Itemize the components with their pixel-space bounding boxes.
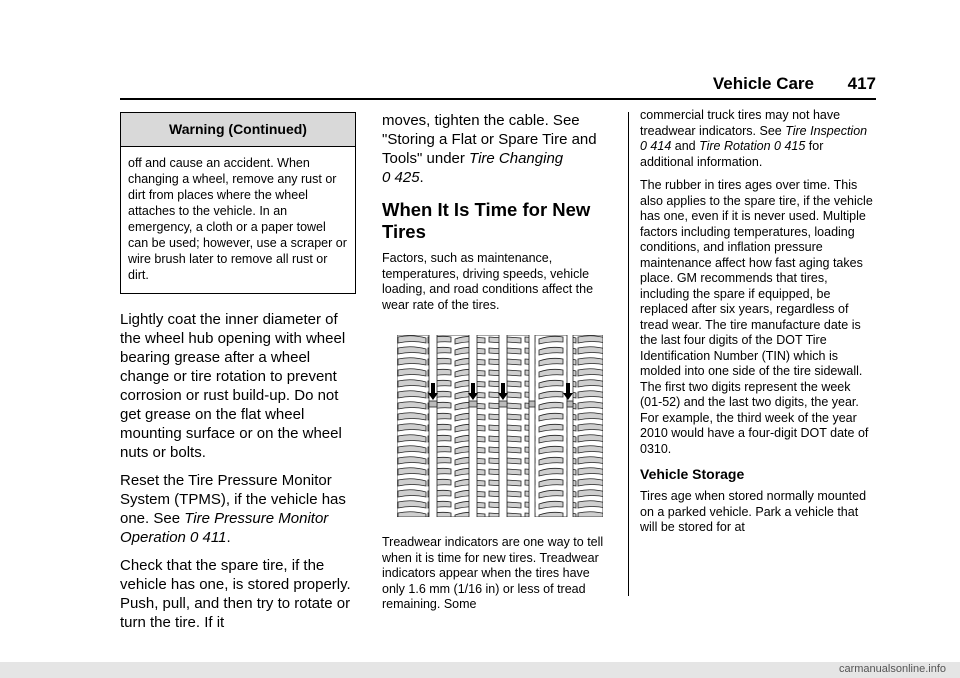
watermark-bar (0, 662, 960, 678)
link-tire-inspection[interactable]: Tire Inspection (785, 123, 868, 138)
paragraph-commercial (640, 108, 876, 170)
cable-text: moves, tighten the cable. See "Storing a Flat or Spare Tire and Tools" under (382, 112, 597, 167)
paragraph-wheel-hub: Lightly coat the inner diameter of the wheel hub opening with wheel bearing grease after a wheel change or tire rotation to prevent corrosion or rust build-up. Do not get grease on the flat wheel mounting surface or on the wheel nuts or bolts. (120, 311, 346, 461)
link-tpms-operation[interactable]: Tire Pressure Monitor Operation (120, 510, 329, 546)
heading-new-tires: When It Is Time for New Tires (382, 199, 591, 242)
heading-vehicle-storage: Vehicle Storage (640, 466, 745, 482)
page-number: 417 (847, 74, 876, 93)
paragraph-storage: Tires age when stored normally mounted on a parked vehicle. Park a vehicle that will be stored for at (640, 489, 867, 534)
additional-info-text: for additional information. (640, 139, 824, 169)
section-title: Vehicle Care (712, 74, 814, 93)
paragraph-spare-tire: Check that the spare tire, if the vehicle has one, is stored properly. Push, pull, and then try to rotate or turn the tire. If it (120, 557, 351, 631)
link-tire-rotation[interactable]: Tire Rotation (699, 139, 771, 153)
column-1 (120, 108, 356, 632)
warning-body: off and cause an accident. When changing a wheel, remove any rust or dirt from places where the wheel attaches to the vehicle. In an emergency, a cloth or a paper towel can be used; however, use a scraper or wire brush later to remove all rust or dirt. (128, 156, 347, 282)
page-ref-414[interactable]: 0 414 (640, 139, 672, 153)
tpms-text: Reset the Tire Pressure Monitor System (TPMS), if the vehicle has one. See (120, 472, 346, 527)
commercial-text: commercial truck tires may not have treadwear indicators. See (640, 108, 841, 138)
column-divider (628, 112, 629, 596)
tread-pattern-graphic (397, 335, 603, 517)
column-2 (382, 108, 610, 613)
watermark-text: carmanualsonline.info (838, 663, 946, 675)
page-ref-415[interactable]: 0 415 (774, 139, 806, 153)
paragraph-tpms: Reset the Tire Pressure Monitor System (TPMS), if the vehicle has one. See Tire Pressure Monitor Operation 0 411. (120, 472, 346, 546)
paragraph-treadwear: Treadwear indicators are one way to tell when it is time for new tires. Treadwear indicators appear when the tires have only 1.6 mm (1/16 in) or less of tread remaining. Some (382, 535, 604, 611)
treadwear-indicator-illustration (397, 335, 603, 517)
header-rule (120, 98, 876, 100)
page-header (120, 68, 876, 92)
page-ref-425[interactable]: 0 425 (382, 169, 420, 186)
page-ref-411[interactable]: 0 411 (190, 529, 227, 546)
warning-heading: Warning (Continued) (121, 113, 355, 147)
paragraph-cable: moves, tighten the cable. See "Storing a Flat or Spare Tire and Tools" under Tire Changing 0 425. (382, 112, 597, 186)
paragraph-factors: Factors, such as maintenance, temperatures, driving speeds, vehicle loading, and road conditions affect the wear rate of the tires. (382, 251, 594, 312)
link-tire-changing[interactable]: Tire Changing (469, 150, 564, 167)
paragraph-rubber-aging: The rubber in tires ages over time. This also applies to the spare tire, if the vehicle has one, even if it is never used. Multiple factors including temperatures, loading conditions, and inflation pressure maintenance affect how fast aging takes place. GM recommends that tires, including the spare if equipped, be replaced after six years, regardless of tread wear. The tire manufacture date is the last four digits of the DOT Tire Identification Number (TIN) which is molded into one side of the tire sidewall. The first two digits represent the week (01-52) and the last two digits, the year. For example, the third week of the year 2010 would have a four-digit DOT date of 0310. (640, 178, 873, 456)
column-3 (640, 108, 876, 536)
and-text: and (671, 139, 700, 153)
warning-box (120, 112, 356, 294)
